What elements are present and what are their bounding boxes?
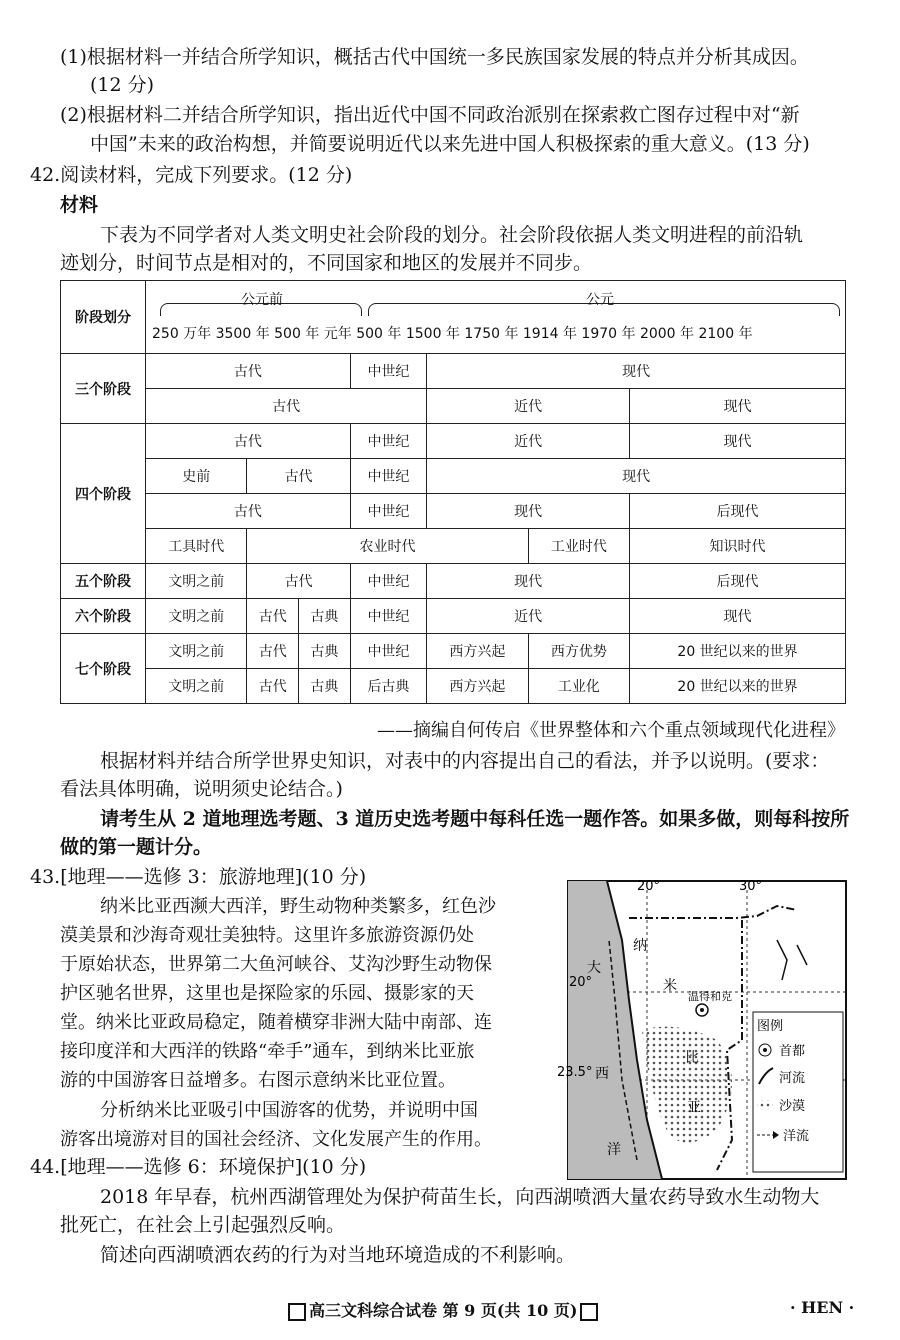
- q43-text-line: 堂。纳米比亚政局稳定，随着横穿非洲大陆中南部、连: [60, 1012, 492, 1033]
- table-cell: 工具时代: [146, 529, 247, 564]
- table-cell: 近代: [427, 424, 630, 459]
- svg-text:西: 西: [595, 1066, 609, 1082]
- q43-title: 43.[地理——选修 3：旅游地理](10 分): [30, 866, 367, 888]
- q43-text-line: 游的中国游客日益增多。右图示意纳米比亚位置。: [60, 1070, 456, 1091]
- q42-title: 42.阅读材料，完成下列要求。(12 分): [30, 164, 353, 186]
- timeline-ticks: 250 万年 3500 年 500 年 元年 500 年 1500 年 1750 年 1914 年 1970 年 2000 年 2100 年: [152, 326, 753, 342]
- q44-text-line1: 2018 年早春，杭州西湖管理处为保护荷苗生长，向西湖喷洒大量农药导致水生动物大: [100, 1186, 820, 1208]
- table-cell: 近代: [427, 389, 630, 424]
- table-cell: 史前: [146, 459, 247, 494]
- group-label-4: 四个阶段: [61, 424, 146, 564]
- table-cell: 古典: [299, 669, 351, 704]
- table-cell: 工业时代: [528, 529, 629, 564]
- q41-part2-line2: 中国”未来的政治构想，并简要说明近代以来先进中国人积极探索的重大意义。(13 分): [90, 133, 810, 155]
- table-cell: 现代: [427, 564, 630, 599]
- table-cell: 中世纪: [350, 459, 427, 494]
- q44-title: 44.[地理——选修 6：环境保护](10 分): [30, 1156, 367, 1178]
- q44-ask: 简述向西湖喷洒农药的行为对当地环境造成的不利影响。: [100, 1244, 576, 1266]
- map-legend: [753, 1012, 843, 1172]
- table-cell: 中世纪: [350, 634, 427, 669]
- q42-intro-line2: 迹划分，时间节点是相对的，不同国家和地区的发展并不同步。: [60, 252, 593, 274]
- q43-ask-line1: 分析纳米比亚吸引中国游客的优势，并说明中国: [100, 1100, 478, 1121]
- table-cell: 后古典: [350, 669, 427, 704]
- q44-text-line2: 批死亡，在社会上引起强烈反响。: [60, 1214, 346, 1236]
- q43-text-line: 接印度洋和大西洋的铁路“牵手”通车，到纳米比亚旅: [60, 1041, 475, 1062]
- notice-line2: 做的第一题计分。: [60, 836, 213, 858]
- svg-text:23.5°: 23.5°: [557, 1065, 593, 1080]
- group-label-6: 六个阶段: [61, 599, 146, 634]
- group-label-5: 五个阶段: [61, 564, 146, 599]
- table-cell: 近代: [427, 599, 630, 634]
- table-cell: 西方优势: [528, 634, 629, 669]
- table-cell: 中世纪: [350, 494, 427, 529]
- table-cell: 现代: [427, 459, 846, 494]
- svg-text:洋: 洋: [607, 1142, 621, 1158]
- table-cell: 工业化: [528, 669, 629, 704]
- table-cell: 知识时代: [630, 529, 846, 564]
- q43-text-line: 护区驰名世界，这里也是探险家的乐园、摄影家的天: [60, 983, 474, 1004]
- logo-icon: [580, 1303, 598, 1321]
- svg-text:20°: 20°: [637, 879, 661, 894]
- svg-text:20°: 20°: [569, 975, 593, 990]
- table-cell: 文明之前: [146, 669, 247, 704]
- table-cell: 古代: [146, 424, 351, 459]
- stage-division-table: [60, 280, 846, 704]
- q43-text-line: 漠美景和沙海奇观壮美独特。这里许多旅游资源仍处: [60, 925, 474, 946]
- group-label-3: 三个阶段: [61, 354, 146, 424]
- logo-icon: [288, 1303, 306, 1321]
- table-cell: 古代: [146, 389, 427, 424]
- table-cell: 古代: [247, 564, 350, 599]
- table-cell: 西方兴起: [427, 669, 528, 704]
- table-cell: 现代: [630, 424, 846, 459]
- table-source: ——摘编自何传启《世界整体和六个重点领域现代化进程》: [377, 720, 845, 741]
- table-cell: 文明之前: [146, 599, 247, 634]
- svg-text:首都: 首都: [779, 1044, 806, 1059]
- table-cell: 农业时代: [247, 529, 528, 564]
- ce-label: 公元: [586, 292, 614, 308]
- table-cell: 中世纪: [350, 564, 427, 599]
- q41-part2-line1: (2)根据材料二并结合所学知识，指出近代中国不同政治派别在探索救亡图存过程中对“新: [60, 104, 800, 126]
- table-cell: 西方兴起: [427, 634, 528, 669]
- notice-line1: 请考生从 2 道地理选考题、3 道历史选考题中每科任选一题作答。如果多做，则每科按所: [100, 808, 850, 830]
- q41-part1-score: (12 分): [90, 74, 155, 96]
- svg-text:沙漠: 沙漠: [779, 1099, 806, 1114]
- svg-text:亚: 亚: [687, 1100, 701, 1116]
- table-cell: 古典: [299, 634, 351, 669]
- svg-text:纳: 纳: [633, 938, 647, 954]
- q42-intro-line1: 下表为不同学者对人类文明史社会阶段的划分。社会阶段依据人类文明进程的前沿轨: [100, 224, 804, 246]
- q43-text-line: 于原始状态，世界第二大鱼河峡谷、艾沟沙野生动物保: [60, 954, 492, 975]
- namibia-map: [557, 879, 847, 1180]
- header-label: 阶段划分: [61, 281, 146, 354]
- table-cell: 20 世纪以来的世界: [630, 634, 846, 669]
- table-cell: 古代: [247, 599, 299, 634]
- table-cell: 古代: [247, 634, 299, 669]
- svg-text:图例: 图例: [757, 1019, 784, 1034]
- timeline-header: [146, 281, 846, 354]
- table-cell: 中世纪: [350, 354, 427, 389]
- svg-text:比: 比: [685, 1050, 699, 1066]
- svg-text:温得和克: 温得和克: [688, 990, 732, 1003]
- table-cell: 后现代: [630, 564, 846, 599]
- bce-label: 公元前: [241, 292, 283, 308]
- table-cell: 现代: [630, 599, 846, 634]
- q42-ask-line1: 根据材料并结合所学世界史知识，对表中的内容提出自己的看法，并予以说明。(要求：: [100, 750, 830, 772]
- q43-text-line: 纳米比亚西濒大西洋，野生动物种类繁多，红色沙: [100, 896, 496, 917]
- table-cell: 文明之前: [146, 634, 247, 669]
- material-label: 材料: [60, 194, 99, 216]
- table-cell: 后现代: [630, 494, 846, 529]
- q43-ask-line2: 游客出境游对目的国社会经济、文化发展产生的作用。: [60, 1129, 492, 1150]
- table-cell: 古代: [146, 494, 351, 529]
- footer-code: · HEN ·: [790, 1298, 855, 1317]
- table-cell: 中世纪: [350, 599, 427, 634]
- q41-part1-line1: (1)根据材料一并结合所学知识，概括古代中国统一多民族国家发展的特点并分析其成因。: [60, 46, 809, 68]
- table-cell: 现代: [630, 389, 846, 424]
- table-cell: 现代: [427, 494, 630, 529]
- table-cell: 古代: [146, 354, 351, 389]
- footer-exam-info: 高三文科综合试卷 第 9 页(共 10 页): [285, 1298, 601, 1321]
- svg-text:30°: 30°: [739, 879, 763, 894]
- table-cell: 文明之前: [146, 564, 247, 599]
- svg-text:大: 大: [587, 960, 601, 976]
- svg-text:河流: 河流: [779, 1071, 806, 1086]
- group-label-7: 七个阶段: [61, 634, 146, 704]
- table-cell: 古典: [299, 599, 351, 634]
- svg-text:米: 米: [663, 978, 677, 994]
- q42-ask-line2: 看法具体明确，说明须史论结合。): [60, 778, 343, 800]
- table-cell: 古代: [247, 669, 299, 704]
- table-cell: 古代: [247, 459, 350, 494]
- svg-text:洋流: 洋流: [783, 1129, 810, 1144]
- table-cell: 中世纪: [350, 424, 427, 459]
- table-cell: 现代: [427, 354, 846, 389]
- table-cell: 20 世纪以来的世界: [630, 669, 846, 704]
